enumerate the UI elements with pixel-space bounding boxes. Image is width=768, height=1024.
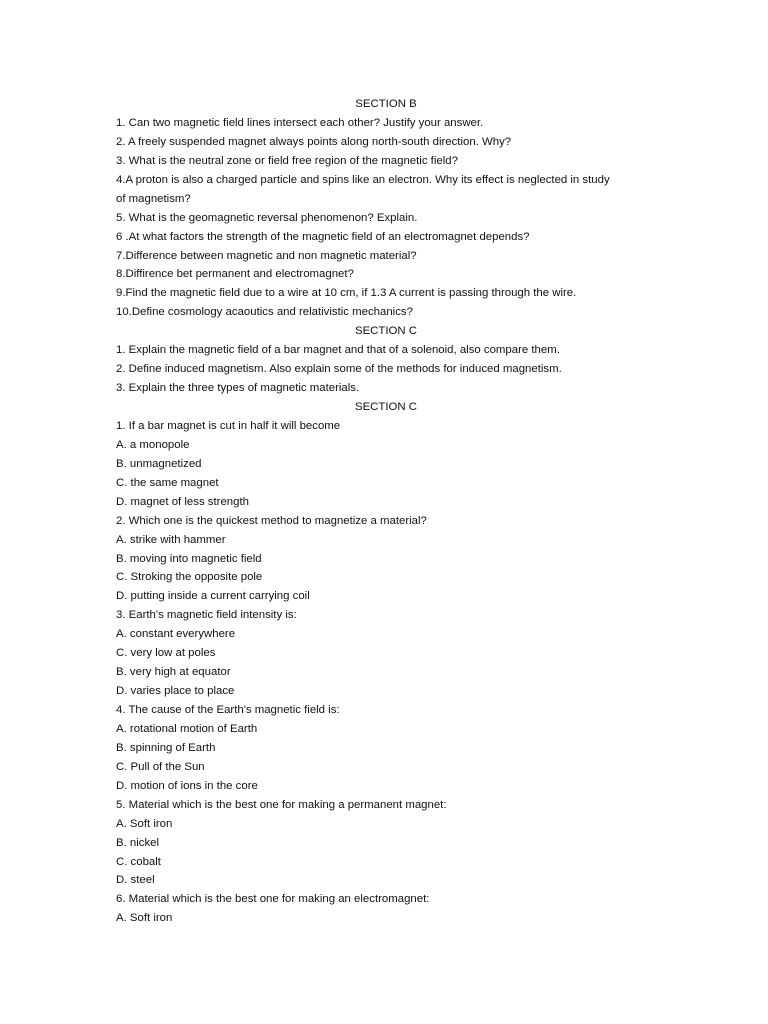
section-heading: SECTION C bbox=[354, 401, 418, 413]
question-line: 4. The cause of the Earth's magnetic field is: bbox=[116, 704, 340, 716]
section-heading: SECTION C bbox=[354, 325, 418, 338]
question-line: 5. Material which is the best one for making a permanent magnet: bbox=[116, 798, 447, 811]
answer-option: B. nickel bbox=[116, 836, 160, 849]
answer-option: D. magnet of less strength bbox=[116, 495, 249, 508]
question-line: 2. Define induced magnetism. Also explain some of the methods for induced magnetism. bbox=[116, 363, 562, 376]
section-heading: SECTION B bbox=[355, 98, 417, 110]
question-line: 3. Explain the three types of magnetic materials. bbox=[116, 382, 360, 395]
question-line: 6. Material which is the best one for making an electromagnet: bbox=[116, 893, 430, 906]
answer-option: C. cobalt bbox=[116, 855, 161, 868]
answer-option: C. the same magnet bbox=[116, 476, 219, 489]
answer-option: B. spinning of Earth bbox=[116, 741, 216, 754]
question-line: 2. Which one is the quickest method to magnetize a material? bbox=[116, 514, 427, 527]
document-page bbox=[116, 95, 656, 928]
answer-option: A. strike with hammer bbox=[116, 533, 226, 546]
question-line: 1. If a bar magnet is cut in half it will become bbox=[116, 419, 341, 432]
question-line: 9.Find the magnetic field due to a wire at 10 cm, if 1.3 A current is passing through the wire. bbox=[116, 287, 577, 300]
question-line: 1. Can two magnetic field lines intersect each other? Justify your answer. bbox=[116, 116, 484, 129]
question-line: 3. What is the neutral zone or field free region of the magnetic field? bbox=[116, 154, 458, 167]
question-line: 3. Earth's magnetic field intensity is: bbox=[116, 609, 297, 622]
answer-option: A. constant everywhere bbox=[116, 628, 236, 641]
answer-option: C. Pull of the Sun bbox=[116, 760, 205, 773]
answer-option: A. Soft iron bbox=[116, 912, 173, 925]
answer-option: B. unmagnetized bbox=[116, 457, 202, 470]
answer-option: A. a monopole bbox=[116, 438, 190, 451]
question-line: 8.Diffirence bet permanent and electromagnet? bbox=[116, 268, 354, 281]
question-line: 4.A proton is also a charged particle and spins like an electron. Why its effect is neglected in study bbox=[116, 173, 610, 186]
answer-option: B. moving into magnetic field bbox=[116, 552, 262, 565]
text-line: of magnetism? bbox=[116, 192, 191, 205]
question-line: 2. A freely suspended magnet always points along north-south direction. Why? bbox=[116, 135, 512, 148]
question-line: 7.Difference between magnetic and non magnetic material? bbox=[116, 249, 417, 262]
answer-option: C. very low at poles bbox=[116, 647, 216, 660]
answer-option: D. steel bbox=[116, 874, 155, 887]
question-line: 10.Define cosmology acaoutics and relativistic mechanics? bbox=[116, 306, 413, 319]
question-line: 5. What is the geomagnetic reversal phenomenon? Explain. bbox=[116, 211, 418, 224]
answer-option: D. varies place to place bbox=[116, 685, 235, 698]
answer-option: A. rotational motion of Earth bbox=[116, 722, 258, 735]
question-line: 1. Explain the magnetic field of a bar magnet and that of a solenoid, also compare them. bbox=[116, 344, 560, 357]
answer-option: D. motion of ions in the core bbox=[116, 779, 258, 792]
question-line: 6 .At what factors the strength of the magnetic field of an electromagnet depends? bbox=[116, 230, 530, 243]
answer-option: D. putting inside a current carrying coil bbox=[116, 590, 310, 603]
answer-option: C. Stroking the opposite pole bbox=[116, 571, 263, 584]
answer-option: B. very high at equator bbox=[116, 666, 231, 679]
answer-option: A. Soft iron bbox=[116, 817, 173, 830]
